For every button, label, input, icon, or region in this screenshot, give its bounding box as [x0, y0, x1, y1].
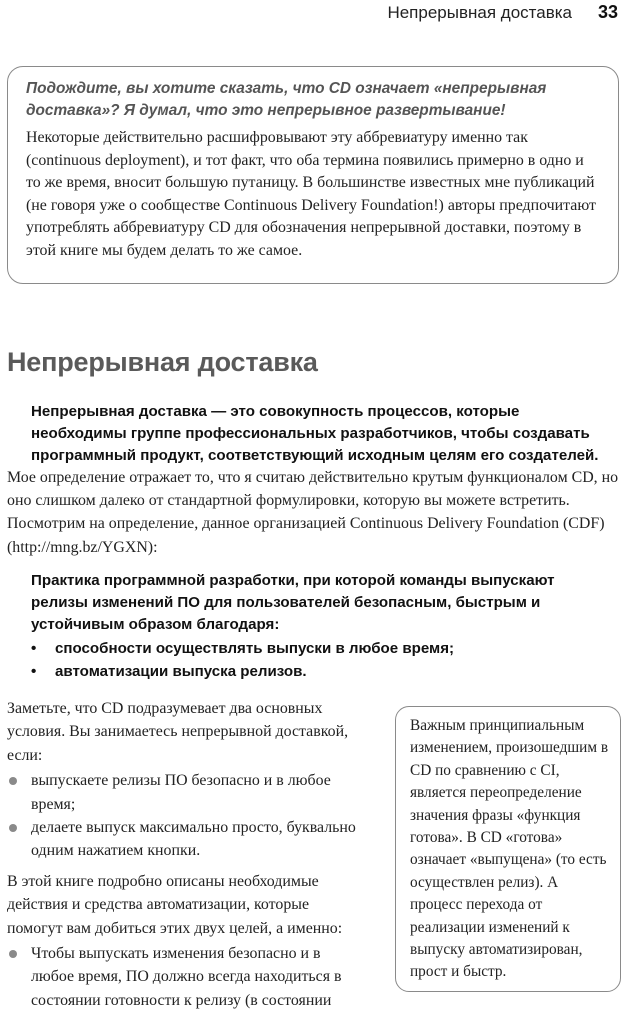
sidebar-note-text: Важным принципиальным изменением, произошедшим в CD по сравнению с CI, является переопределение значения фразы «функция готова». В CD «готова» означает «выпущена» (то есть осуществлен релиз). А процесс перехода от реализации изменений к выпуску автоматизирован, прост и быстр. [410, 717, 609, 981]
sidebar-note-box [395, 706, 621, 992]
list-item: выпускаете релизы ПО безопасно и в любое время; [7, 769, 367, 816]
body-paragraph: В этой книге подробно описаны необходимые действия и средства автоматизации, которые помогут вам добиться этих двух целей, а именно: [7, 872, 343, 937]
body-paragraph: Заметьте, что CD подразумевает два основных условия. Вы занимаетесь непрерывной доставкой, если: [7, 700, 349, 764]
qa-answer: Некоторые действительно расшифровывают эту аббревиатуру именно так (continuous deployment), и тот факт, что оба термина появились примерно в одно и то же время, вносит большую путаницу. В большинстве известных мне публикаций (не говоря уже о сообществе Continuous Delivery Foundation!) авторы предпочитают употреблять аббревиатуру CD для обозначения непрерывной доставки, поэтому в этой книге мы будем делать то же самое. [26, 129, 596, 259]
definition-cdf: Практика программной разработки, при которой команды выпускают релизы изменений ПО для пользователей безопасным, быстрым и устойчивым образом благодаря: [31, 572, 555, 633]
definition-cdf-list [31, 637, 611, 683]
list-item: • способности осуществлять выпуски в любое время; [31, 637, 611, 660]
goals-list [7, 942, 367, 1012]
section-heading: Непрерывная доставка [7, 347, 318, 377]
page-number: 33 [597, 2, 618, 22]
qa-question: Подождите, вы хотите сказать, что CD означает «непрерывная доставка»? Я думал, что это непрерывное развертывание! [26, 80, 547, 119]
main-column [7, 697, 367, 1019]
list-item: делаете выпуск максимально просто, буквально одним нажатием кнопки. [7, 816, 367, 863]
body-paragraph: Мое определение отражает то, что я считаю действительно крутым функционалом CD, но оно слишком далеко от стандартной формулировки, которую вы можете встретить. Посмотрим на определение, данное организацией Continuous Delivery Foundation (CDF) (http://mng.bz/YGXN): [7, 469, 619, 556]
list-item: • автоматизации выпуска релизов. [31, 660, 611, 683]
definition-author: Непрерывная доставка — это совокупность процессов, которые необходимы группе профессиональных разработчиков, чтобы создавать программный продукт, соответствующий исходным целям его создателей. [31, 403, 599, 464]
conditions-list [7, 769, 367, 863]
qa-callout-box [7, 66, 619, 284]
list-item: Чтобы выпускать изменения безопасно и в любое время, ПО должно всегда находиться в состоянии готовности к релизу (в состоянии [7, 942, 367, 1012]
running-header-title: Непрерывная доставка [387, 3, 572, 22]
running-header [0, 0, 630, 28]
